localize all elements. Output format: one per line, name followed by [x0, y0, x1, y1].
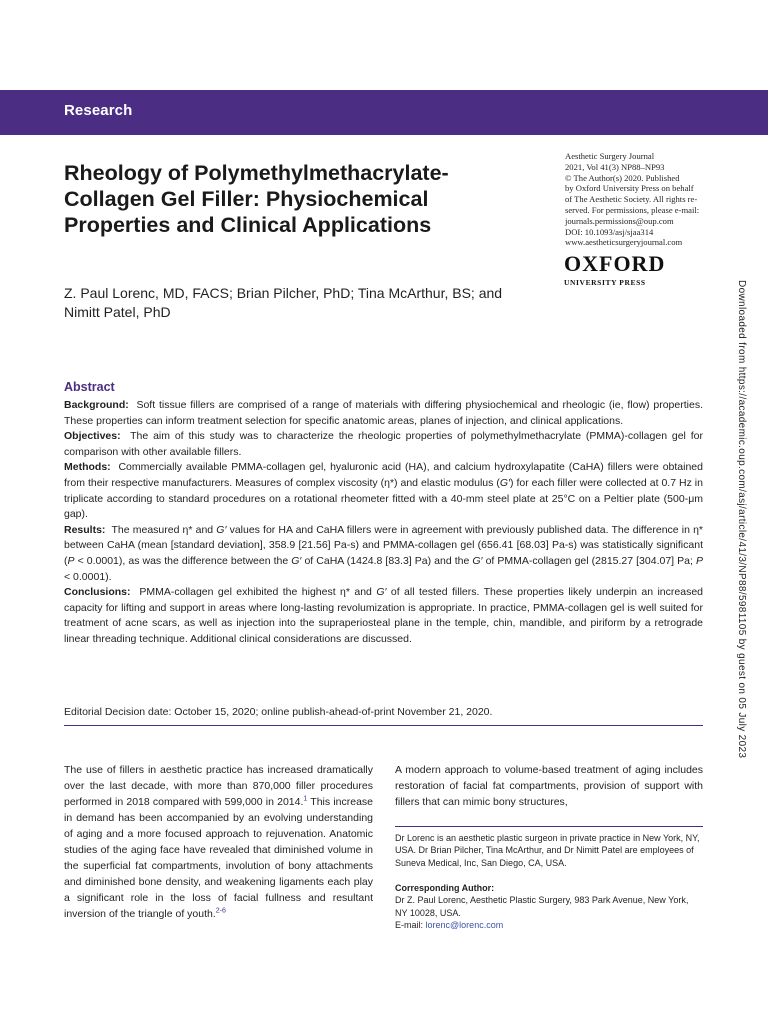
background-text: Soft tissue fillers are comprised of a range of materials with differing physiochemical and rheologic (ie, flow) properties. These properties can inform treatment selection for specific anatomic areas, planes of injection, and clinical applications.	[64, 399, 703, 427]
permissions-email[interactable]: journals.permissions@oup.com	[565, 215, 674, 226]
copyright-line: © The Author(s) 2020. Published	[565, 172, 680, 183]
rights-line: of The Aesthetic Society. All rights re-	[565, 194, 698, 205]
permissions-line: served. For permissions, please e-mail:	[565, 204, 700, 215]
footnote-divider	[395, 826, 703, 827]
results-text: < 0.0001).	[64, 570, 112, 583]
journal-name: Aesthetic Surgery Journal	[565, 151, 655, 161]
results-text: values for HA and CaHA fillers were in agreement with previously published data. The difference in η* between CaHA (mean [standard deviation], 358.9 [21.56] Pa-s) and PMMA-collagen gel (656.41 [68.03] Pa-s) was statistically significant (	[64, 523, 704, 567]
background-label: Background:	[64, 399, 129, 411]
symbol-p: P	[695, 554, 703, 567]
oxford-logo	[564, 253, 674, 287]
results-label: Results:	[64, 523, 106, 536]
symbol-g-prime: G′	[216, 523, 227, 536]
oxford-logo-sub: UNIVERSITY PRESS	[564, 278, 646, 287]
abstract-objectives	[64, 429, 703, 460]
email-link[interactable]: lorenc@lorenc.com	[425, 919, 504, 930]
citation-link[interactable]: 1	[303, 795, 308, 803]
abstract-body	[64, 398, 703, 648]
journal-info	[565, 151, 705, 248]
email-label: E-mail:	[395, 919, 424, 930]
editorial-dates: Editorial Decision date: October 15, 2020; online publish-ahead-of-print November 21, 2020.	[64, 706, 493, 718]
body-text: This increase in demand has been accompanied by an evolving understanding of aging and a more focused approach to rejuvenation. Anatomic studies of the aging face have revealed that diminished volume in the superficial fat compartments, involution of bony attachments and diminished bone density, and weakening ligaments each play a significant role in the loss of facial fullness and resultant inversion of the triangle of youth.	[64, 796, 374, 920]
objectives-text: The aim of this study was to characterize the rheologic properties of polymethylmethacrylate (PMMA)-collagen gel for comparison with other available fillers.	[64, 430, 703, 458]
symbol-g-prime: G′	[376, 586, 387, 599]
corresponding-author	[395, 882, 703, 931]
section-label: Research	[64, 102, 133, 119]
symbol-g-prime: G′	[499, 476, 510, 489]
corresponding-heading: Corresponding Author:	[395, 883, 495, 893]
results-text: < 0.0001), as was the difference between the	[77, 554, 289, 567]
oxford-logo-main: OXFORD	[564, 251, 666, 276]
corresponding-address: Dr Z. Paul Lorenc, Aesthetic Plastic Surgery, 983 Park Avenue, New York, NY 10028, USA.	[395, 895, 689, 918]
results-text: of PMMA-collagen gel (2815.27 [304.07] Pa;	[485, 554, 693, 567]
doi[interactable]: DOI: 10.1093/asj/sjaa314	[565, 226, 654, 237]
section-divider	[64, 725, 703, 726]
methods-text: ) for each filler were collected at 0.7 Hz in triplicate according to standard procedures on a rotational rheometer fitted with a 40-mm steel plate at 25°C on a Peltier plate (500-μm gap).	[64, 476, 703, 521]
results-text: The measured η* and	[111, 523, 214, 536]
publisher-line: by Oxford University Press on behalf	[565, 183, 694, 194]
body-text: A modern approach to volume-based treatment of aging includes restoration of facial fat compartments, provision of support with fillers that can mimic bony structures,	[395, 764, 703, 808]
abstract-background	[64, 398, 703, 429]
conclusions-text: PMMA-collagen gel exhibited the highest η* and	[139, 586, 372, 599]
body-text: The use of fillers in aesthetic practice has increased dramatically over the last decade, with more than 870,000 filler procedures performed in 2018 compared with 599,000 in 2014.	[64, 764, 373, 808]
citation-link[interactable]: 2-6	[215, 907, 226, 915]
methods-label: Methods:	[64, 461, 111, 474]
journal-url[interactable]: www.aestheticsurgeryjournal.com	[565, 237, 683, 248]
conclusions-text: of all tested fillers. These properties likely underpin an increased capacity for lifting and support in areas where long-lasting revolumization is appropriate. In practice, PMMA-collagen gel is well suited for treatment of acne scars, as well as injection into the supraperiosteal plane in the temple, chin, mandible, and piriform by a retrograde linear threading technique. Additional clinical considerations are discussed.	[64, 586, 704, 645]
abstract-results	[64, 523, 703, 585]
symbol-g-prime: G′	[291, 554, 302, 567]
abstract-conclusions	[64, 585, 703, 647]
author-affiliations: Dr Lorenc is an aesthetic plastic surgeon in private practice in New York, NY, USA. Dr Brian Pilcher, Tina McArthur, and Dr Nimitt Patel are employees of Suneva Medical, Inc, San Diego, CA, USA.	[395, 833, 700, 868]
conclusions-label: Conclusions:	[64, 586, 131, 599]
section-banner	[0, 90, 768, 135]
body-column-left	[64, 762, 373, 922]
abstract-heading: Abstract	[64, 380, 115, 394]
download-notice: Downloaded from https://academic.oup.com/asj/article/41/3/NP88/5981105 by guest on 05 July 2023	[736, 280, 747, 759]
symbol-p: P	[67, 554, 75, 567]
methods-text: Commercially available PMMA-collagen gel, hyaluronic acid (HA), and calcium hydroxylapatite (CaHA) fillers were obtained from their respective manufacturers. Measures of complex viscosity (η*) and elastic modulus (	[64, 461, 703, 489]
results-text: of CaHA (1424.8 [83.3] Pa) and the	[304, 554, 470, 567]
corresponding-email-line	[395, 919, 703, 931]
author-list: Z. Paul Lorenc, MD, FACS; Brian Pilcher, PhD; Tina McArthur, BS; and Nimitt Patel, PhD	[64, 285, 503, 320]
abstract-methods	[64, 460, 703, 522]
symbol-g-prime: G′	[472, 554, 483, 567]
body-column-right	[395, 762, 703, 810]
objectives-label: Objectives:	[64, 430, 121, 443]
article-title: Rheology of Polymethylmethacrylate-Collagen Gel Filler: Physiochemical Properties and Clinical Applications	[64, 161, 449, 237]
journal-volume: 2021, Vol 41(3) NP88–NP93	[565, 161, 665, 172]
